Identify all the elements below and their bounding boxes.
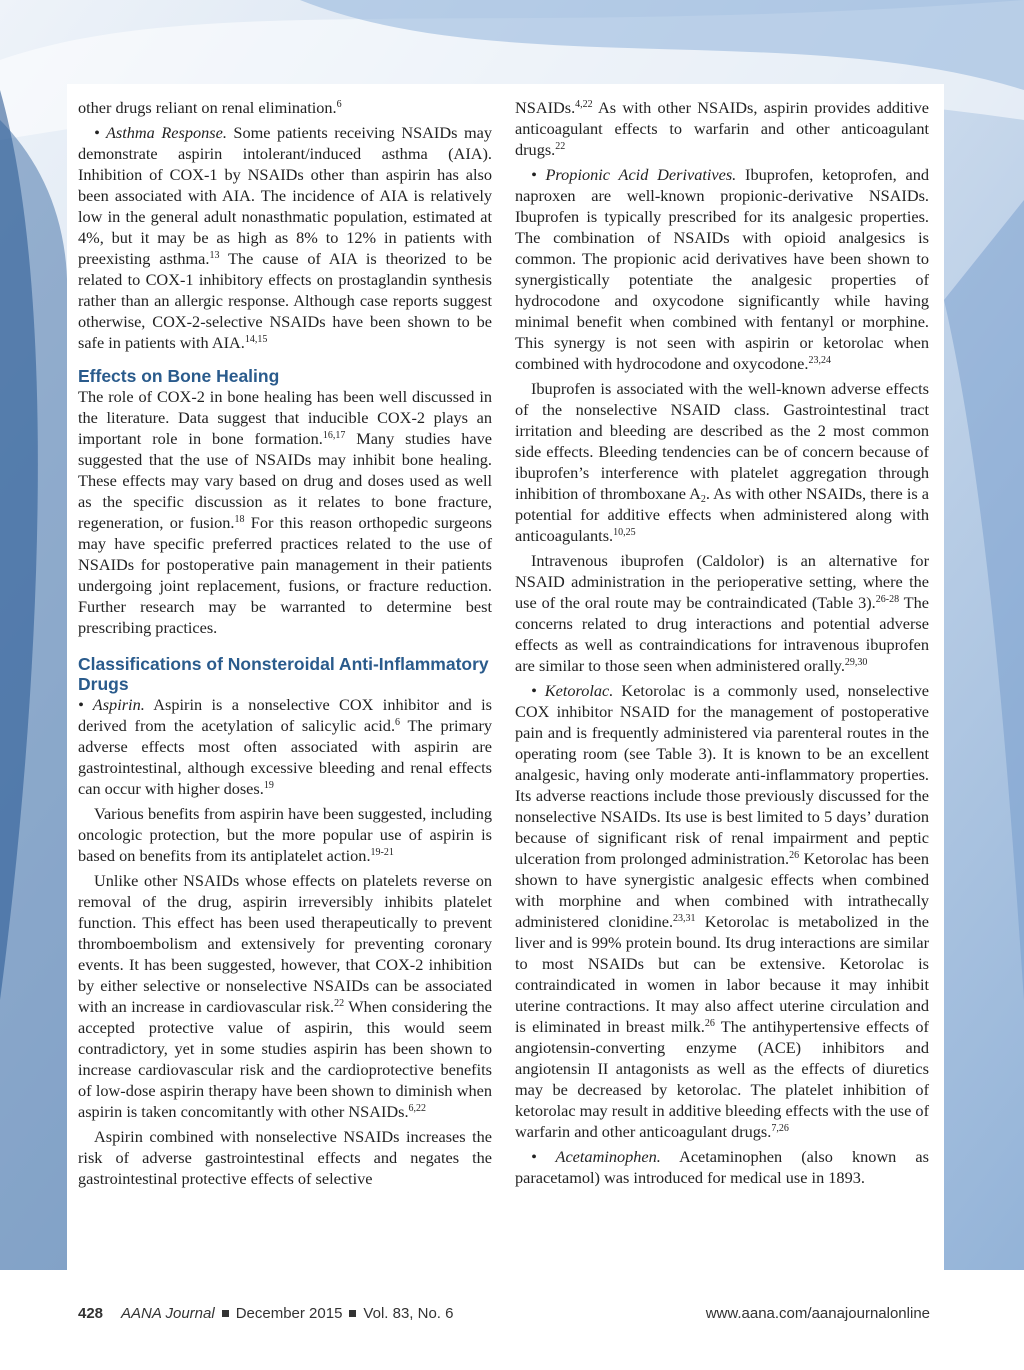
page-number: 428	[78, 1305, 104, 1322]
paragraph-aspirin-platelets: Unlike other NSAIDs whose effects on platelets reverse on removal of the drug, aspirin irreversibly inhibits platelet function. This effect has been used therapeutically to prevent thromboembolism and extensively for preventing coronary events. It has been suggested, however, that COX-2 inhibition by either selective or nonselective NSAIDs can be associated with an increase in cardiovascular risk.$^{22}$ When considering the accepted protective value of aspirin, this would seem contradictory, yet in some studies aspirin has been shown to increase cardiovascular risk and the cardioprotective benefits of low-dose aspirin therapy have been shown to diminish when aspirin is taken concomitantly with other NSAIDs.$^{6,22}$	[78, 871, 492, 1121]
right-column	[515, 97, 929, 1188]
footer-citation	[78, 1305, 453, 1322]
paragraph-bone-healing: The role of COX-2 in bone healing has been well discussed in the literature. Data suggest that inducible COX-2 plays an important role in bone formation.$^{16,17}$ Many studies have suggested that the use of NSAIDs may inhibit bone healing. These effects may vary based on drug and doses used as well as the specific discussion as it relates to bone fracture, regeneration, or fusion.$^{18}$ For this reason orthopedic surgeons may have specific preferred practices related to the use of NSAIDs for postoperative pain management in their patients undergoing joint replacement, fusions, or fracture reduction. Further research may be warranted to determine best prescribing practices.	[78, 387, 493, 637]
issue-date: December 2015	[235, 1305, 343, 1322]
separator-square	[222, 1310, 229, 1317]
heading-bone-healing: Effects on Bone Healing	[78, 366, 280, 386]
paragraph-ketorolac: • Ketorolac. Ketorolac is a commonly used, nonselective COX inhibitor NSAID for the management of postoperative pain and is frequently administered via parenteral routes in the operating room (see Table 3). It is known to be an excellent analgesic, having only moderate anti-inflammatory properties. Its adverse reactions include those previously discussed for the nonselective NSAIDs. Its use is best limited to 5 days’ duration because of significant risk of renal impairment and peptic ulceration from prolonged administration.$^{26}$ Ketorolac has been shown to have synergistic analgesic effects when combined with morphine and when combined with intrathecally administered clonidine.$^{23,31}$ Ketorolac is metabolized in the liver and is 99% protein bound. Its drug interactions are similar to most NSAIDs but can be extensive. Ketorolac is contraindicated in women in labor because it may inhibit uterine contractions. It may also affect uterine circulation and is eliminated in breast milk.$^{26}$ The antihypertensive effects of angiotensin-converting enzyme (ACE) inhibitors and angiotensin II antagonists as well as the effects of diuretics may be decreased by ketorolac. The platelet inhibition of ketorolac may result in additive bleeding effects with the use of warfarin and other anticoagulant drugs.$^{7,26}$	[515, 681, 929, 1141]
journal-name: AANA Journal	[121, 1305, 215, 1322]
paragraph-asthma-response: • Asthma Response. Some patients receiving NSAIDs may demonstrate aspirin intolerant/induced asthma (AIA). Inhibition of COX-1 by NSAIDs other than aspirin has also been associated with AIA. The incidence of AIA is relatively low in the general adult nonasthmatic population, estimated at 4%, but it may be as high as 8% to 12% in patients with preexisting asthma.$^{13}$ The cause of AIA is theorized to be related to COX-1 inhibitory effects on prostaglandin synthesis rather than an allergic response. Although case reports suggest otherwise, COX-2-selective NSAIDs have been shown to be safe in patients with AIA.$^{14,15}$	[78, 123, 492, 352]
heading-classifications: Classifications of Nonsteroidal Anti-Inflammatory Drugs	[78, 654, 489, 694]
paragraph-renal: other drugs reliant on renal elimination.$^6$	[78, 98, 342, 117]
paragraph-acetaminophen: • Acetaminophen. Acetaminophen (also known as paracetamol) was introduced for medical use in 1893.	[515, 1147, 929, 1187]
paragraph-ibuprofen: Ibuprofen is associated with the well-known adverse effects of the nonselective NSAID class. Gastrointestinal tract irritation and bleeding are described as the 2 most common side effects. Bleeding tendencies can be of concern because of ibuprofen’s interference with platelet aggregation through inhibition of thromboxane $A_2$. As with other NSAIDs, there is a potential for additive effects when administered along with anticoagulants.$^{10,25}$	[515, 379, 930, 545]
paragraph-iv-ibuprofen: Intravenous ibuprofen (Caldolor) is an alternative for NSAID administration in the perioperative setting, where the use of the oral route may be contraindicated (Table 3).$^{26-28}$ The concerns related to drug interactions and potential adverse effects as well as contraindications for intravenous ibuprofen are similar to those seen when administered orally.$^{29,30}$	[515, 551, 929, 675]
journal-url[interactable]: www.aana.com/aanajournalonline	[705, 1305, 930, 1322]
separator-square	[349, 1310, 356, 1317]
paragraph-aspirin: • Aspirin. Aspirin is a nonselective COX inhibitor and is derived from the acetylation of salicylic acid.$^6$ The primary adverse effects most often associated with aspirin are gastrointestinal, although excessive bleeding and renal effects can occur with higher doses.$^{19}$	[78, 695, 493, 798]
page-footer	[78, 1305, 930, 1322]
paragraph-propionic-acid: • Propionic Acid Derivatives. Ibuprofen, ketoprofen, and naproxen are well-known propionic-derivative NSAIDs. Ibuprofen is typically prescribed for its analgesic properties. The combination of NSAIDs with opioid analgesics is common. The propionic acid derivatives have been shown to synergistically potentiate the analgesic properties of hydrocodone and oxycodone significantly while having minimal benefit when combined with fentanyl or morphine. This synergy is not seen with aspirin or ketorolac when combined with hydrocodone and oxycodone.$^{23,24}$	[515, 165, 929, 373]
paragraph-nsaids-anticoagulant: NSAIDs.$^{4,22}$ As with other NSAIDs, aspirin provides additive anticoagulant effects to warfarin and other anticoagulant drugs.$^{22}$	[515, 98, 929, 159]
paragraph-aspirin-combined: Aspirin combined with nonselective NSAIDs increases the risk of adverse gastrointestinal effects and negates the gastrointestinal protective effects of selective	[78, 1127, 492, 1188]
left-column	[78, 97, 492, 1189]
volume-info: Vol. 83, No. 6	[363, 1305, 454, 1322]
paragraph-aspirin-benefits: Various benefits from aspirin have been suggested, including oncologic protection, but the more popular use of aspirin is based on benefits from its antiplatelet action.$^{19-21}$	[78, 804, 492, 865]
